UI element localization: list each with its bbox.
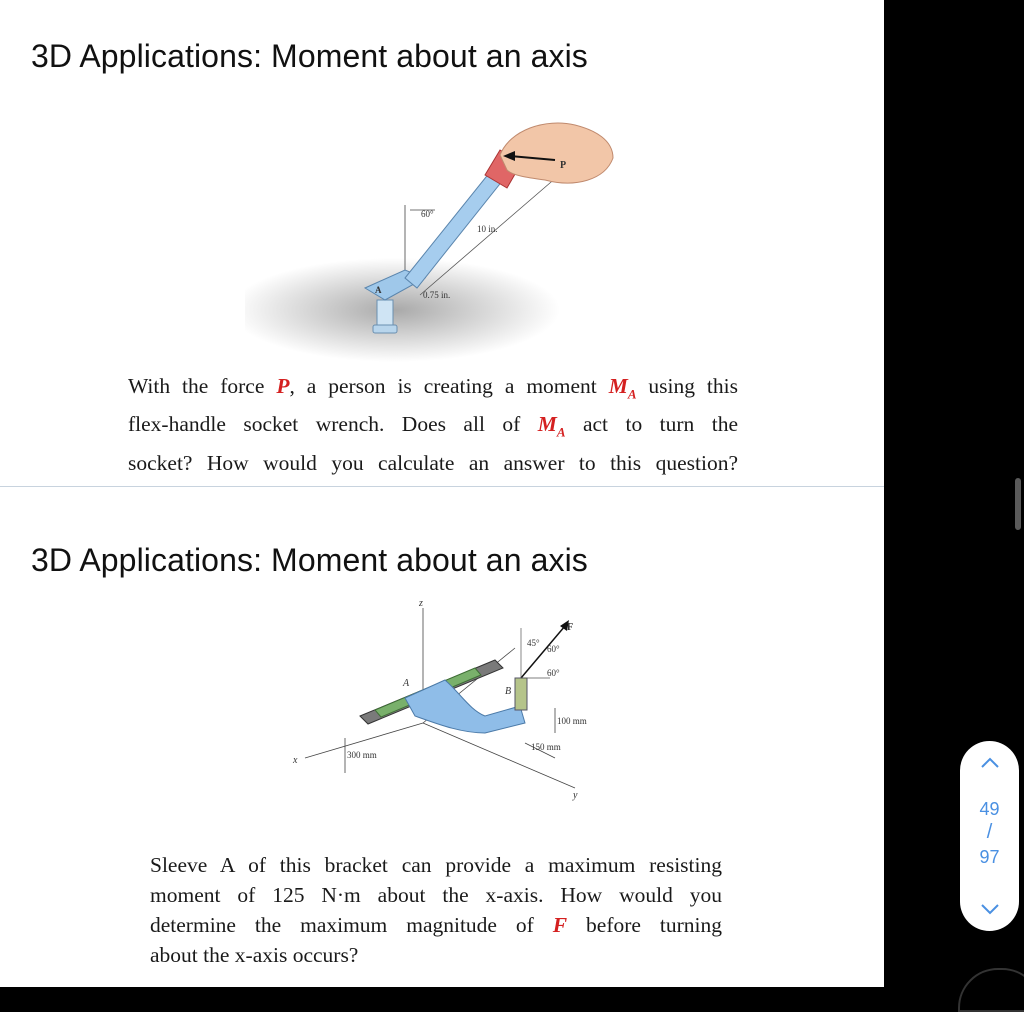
x-axis-label: x [293,755,298,766]
text-segment: about the x-axis occurs? [150,943,359,967]
page-separator: / [986,821,993,843]
bracket-post [515,678,527,710]
force-symbol: P [276,374,290,398]
slide-1 [0,0,884,487]
chevron-down-icon [980,903,1000,915]
text-segment: determine the maximum magnitude of [150,913,553,937]
moment-letter: M [537,412,557,437]
page-navigator [960,741,1019,931]
force-symbol: F [552,913,568,937]
question-last-line [150,940,722,970]
length-label: 10 in. [477,224,498,234]
point-b-label: B [505,686,512,697]
moment-subscript: A [627,386,637,402]
question-paragraph [150,850,722,940]
text-segment: using this [636,374,738,398]
chevron-up-icon [980,757,1000,769]
moment-letter: M [608,374,628,398]
moment-symbol [537,412,566,440]
y-axis-label: y [573,790,578,801]
total-pages: 97 [979,847,1000,867]
text-segment: act to turn the [565,412,738,437]
bracket-figure [285,598,615,803]
angle-60-label: 60° [547,668,560,678]
text-segment: flex-handle socket wrench. Does all of [128,412,538,437]
scrollbar-thumb[interactable] [1015,478,1021,530]
text-segment: moment of 125 N·m about the x-axis. How would you [150,883,722,907]
z-axis-label: z [419,598,423,609]
previous-page-button[interactable] [960,743,1019,783]
text-segment: socket? How would you calculate an answer to this question? [128,450,738,475]
text-segment: , a person is creating a moment [289,374,609,398]
next-page-button[interactable] [960,889,1019,929]
hand [500,123,613,183]
force-label: P [560,160,567,171]
wrench-figure [245,110,615,365]
point-a-label: A [403,678,410,689]
current-page-number: 49 [979,799,1000,819]
dim-100-label: 100 mm [557,716,587,726]
text-segment: Sleeve A of this bracket can provide a maximum resisting [150,853,722,877]
slide-divider [0,486,884,487]
dim-300-label: 300 mm [347,750,377,760]
text-segment: before turning [567,913,722,937]
slide-2 [0,488,884,987]
angle-label: 60° [421,209,434,219]
text-segment: With the force [128,374,277,398]
moment-subscript: A [556,424,566,440]
dim-150-label: 150 mm [531,742,561,752]
force-label: F [567,622,574,633]
slide-title: 3D Applications: Moment about an axis [31,38,588,74]
offset-label: 0.75 in. [423,290,451,300]
question-paragraph [128,371,738,478]
slide-title: 3D Applications: Moment about an axis [31,542,588,578]
point-a-label: A [375,285,382,295]
moment-symbol [608,374,637,402]
angle-45-label: 45° [527,638,540,648]
angle-60-label: 60° [547,644,560,654]
